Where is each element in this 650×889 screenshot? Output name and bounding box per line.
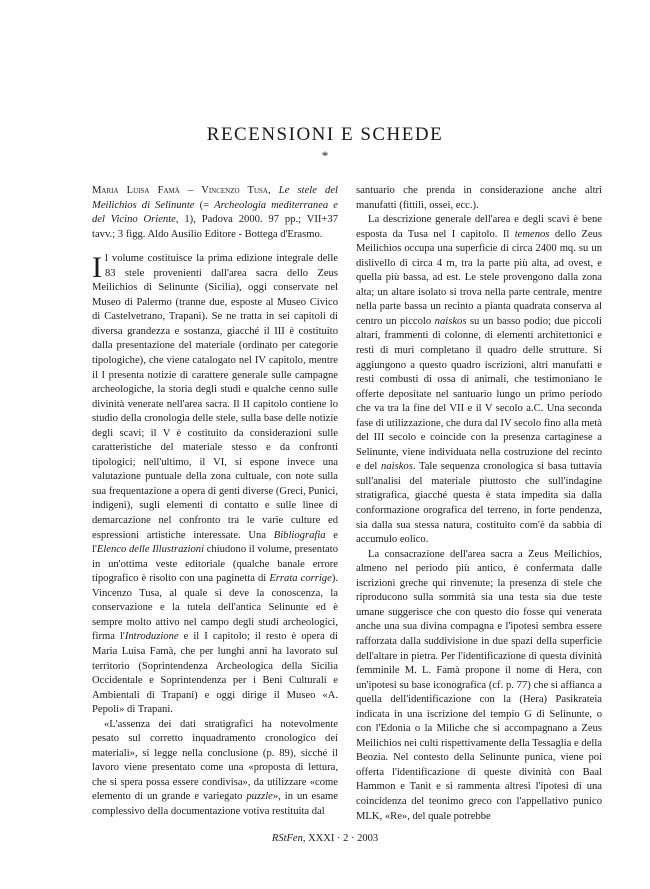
review-series-prefix: (= xyxy=(199,199,215,211)
drop-cap: I xyxy=(92,251,102,285)
text-run: l volume costituisce la prima edizione integrale delle 83 stele provenienti dall'area sacra dello Zeus Meilichios di Selinunte (Sicilia), oggi conservate nel Museo di Palermo (tranne due, esposte al Museo Civico di Castelvetrano, Trapani). Se ne tratta in sei capitoli di diversa grandezza e sostanza, giacché il III è costituito dalla presentazione del materiale (ordinato per categorie tipologiche), che viene catalogato nel IV capitolo, mentre il I presenta notizie di carattere generale sulle campagne archeologiche, la storia degli studi e qualche cenno sulle divinità venerate nell'area sacra. Il II capitolo contiene lo studio della cronologia delle stele, sulla base delle notizie degli scavi; il V è costituito da considerazioni sulle caratteristiche del materiale stesso e da confronti tipologici; nell'ultimo, il VI, si espone invece una valutazione puntuale della zona cultuale, con note sulla sua frequentazione a opera di genti diverse (Greci, Punici, indigeni), sugli elementi di contatto e sulle linee di demarcazione nel confronto tra le varie culture ed espressioni artistiche interessate. Una xyxy=(92,253,338,541)
page-footer xyxy=(0,833,650,844)
left-paragraph-2 xyxy=(92,718,338,820)
text-run: chiudono il volume, presentato in un'ottima veste editoriale (qualche banale errore tipografico è risolto con una paginetta di xyxy=(92,544,338,585)
right-paragraph-1: santuario che prenda in considerazione anche altri manufatti (fittili, ossei, ecc.). xyxy=(356,185,602,211)
right-paragraph-2 xyxy=(356,213,602,548)
section-title: RECENSIONI E SCHEDE xyxy=(206,124,444,145)
text-run: e il I capitolo; il resto è opera di Maria Luisa Famà, che per lunghi anni ha lavorato sul territorio (Soprintendenza Archeologica della Sicilia Occidentale e Soprintendenza per i Beni Culturali e Ambientali di Trapani) e oggi dirige il Museo «A. Pepoli» di Trapani. xyxy=(92,631,338,716)
journal-issue: , XXXI · 2 · 2003 xyxy=(302,833,379,844)
italic-run: Bibliografia xyxy=(273,529,326,541)
text-run: . Tale sequenza cronologica si basa tuttavia sull'analisi del materiale piuttosto che sull'indagine stratigrafica, giacché questa è stata impedita sia dalla conformazione orografica del terreno, in forte pendenza, sia dalla sua stessa natura, costituito com'è da sabbia di accumulo eolico. xyxy=(356,461,602,546)
italic-run: naiskos xyxy=(434,315,467,327)
text-run: su un basso podio; due piccoli altari, frammenti di colonne, di elementi architettonici e resti di muri completano il quadro delle strutture. Si aggiungono a questo quadro iscrizioni, altri manufatti e resti combusti di ossa di animali, che testimoniano le offerte depositate nel santuario lungo un primo periodo che va tra la fine del VII e il V secolo a.C. Una seconda fase di utilizzazione, che dura dal IV secolo fino alla metà del III secolo e coincide con la presenza cartaginese a Selinunte, viene individuata nella costruzione del recinto e del xyxy=(356,315,603,473)
review-series: Archeologia mediterranea e del Vicino Oriente xyxy=(92,199,338,226)
journal-name: RStFen xyxy=(271,833,303,844)
italic-run: naiskos xyxy=(381,461,413,473)
text-run: «L'assenza dei dati stratigrafici ha notevolmente pesato sul corretto inquadramento cronologico dei materiali», si legge nella conclusione (p. 89), sicché il lavoro viene presentato come una «proposta di lettura, che si spera possa essere condivisa», da utilizzare «come elemento di un grande e variegato xyxy=(92,718,338,803)
text-run: La descrizione generale dell'area e degli scavi è bene esposta da Tusa nel I capitolo. Il xyxy=(356,214,602,240)
review-book-title: Le stele del Meilichios di Selinunte xyxy=(92,185,338,211)
italic-run: temenos xyxy=(514,228,550,240)
text-run: dello Zeus Meilichios occupa una superficie di circa 2400 mq. su un dislivello di circa 4 m, tra la parte più alta, ad ovest, e quella più bassa, ad est. Le stele provengono dalla zona alta; un altare isolato si trova nella parte centrale, mentre nella parte bassa un recinto a pianta quadrata conserva al centro un piccolo xyxy=(356,228,603,327)
left-column xyxy=(92,184,338,820)
ornament-star: * xyxy=(321,148,329,163)
text-run: e l' xyxy=(92,529,338,556)
italic-run: Errata corrige xyxy=(269,573,332,585)
text-run: ). Vincenzo Tusa, al quale si deve la conoscenza, la conservazione e la tutela dell'antica Selinunte ed è sempre molto attivo nel campo degli studi archeologici, firma l' xyxy=(92,573,338,643)
review-publication: , 1), Padova 2000. 97 pp.; VII+37 tavv.; 3 figg. Aldo Ausilio Editore - Bottega d'Erasmo. xyxy=(92,214,338,240)
italic-run: Elenco delle Illustrazioni xyxy=(96,544,205,556)
italic-run: Introduzione xyxy=(124,631,179,643)
review-heading xyxy=(92,184,338,242)
left-paragraph-1 xyxy=(92,252,338,718)
right-column xyxy=(356,184,602,824)
italic-run: puzzle xyxy=(246,791,273,803)
right-paragraph-3: La consacrazione dell'area sacra a Zeus Meilichios, almeno nel periodo più antico, è confermata dalle iscrizioni greche qui rinvenute; la presenza di stele che riproducono sulla sommità sia una testa sia due teste umane suggerisce che con questo dio fosse qui venerata anche una sua divina compagna e l'ipotesi sembra essere rafforzata dalla suddivisione in due spazi della superficie dell'altare in pietra. Per l'identificazione di questa divinità femminile M. L. Famà propone il nome di Hera, con un'ipotesi su base iconografica (cf. p. 77) che si affianca a quella dell'identificazione con la (Hera) Pasikrateia indicata in una iscrizione del tempio G di Selinunte, o con l'Edonia o la Miliche che si accompagnano a Zeus Meilichios nei culti rispettivamente della Tessaglia e della Beozia. Nel contesto della Selinunte punica, viene poi offerta l'identificazione di queste divinità con Baal Hammon e Tanit e si rammenta altresì l'ipotesi di una coincidenza del teonimo greco con l'appellativo punico MLK, «Re», del quale potrebbe xyxy=(356,548,602,822)
review-authors: Maria Luisa Famà – Vincenzo Tusa, xyxy=(92,185,271,196)
text-run: », in un esame complessivo della documentazione votiva restituita dal xyxy=(92,791,338,817)
